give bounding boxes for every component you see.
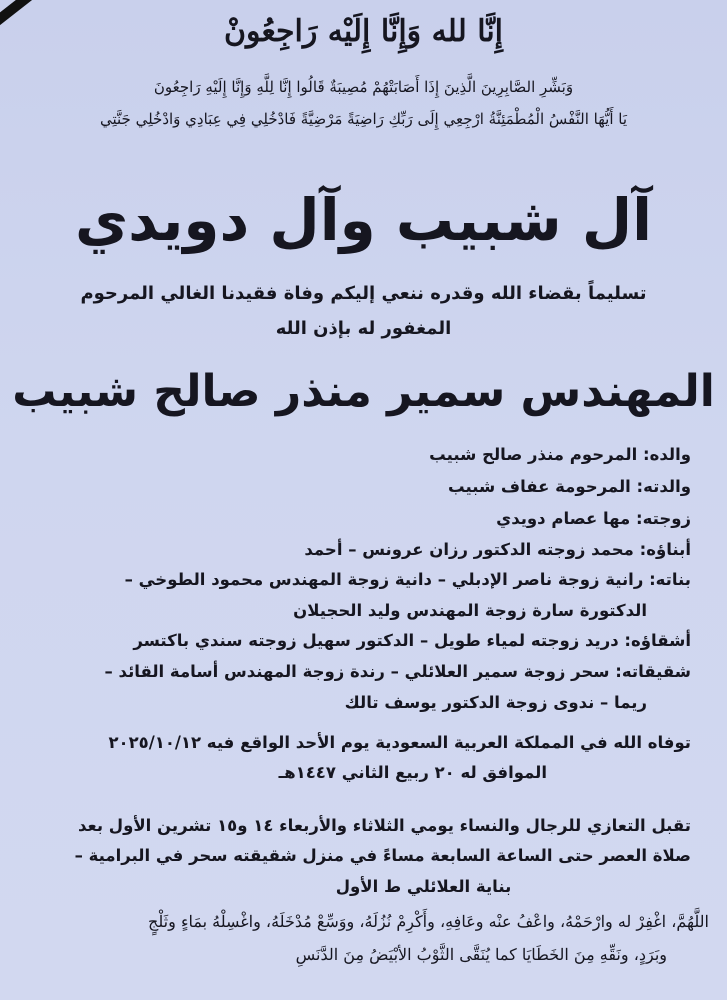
families-title: آل شبيب وآل دويدي [74, 186, 653, 254]
verse-line-3: يَا أَيُّهَا النَّفْسُ الْمُطْمَئِنَّةُ ارْجِعِي إِلَى رَبِّكِ رَاضِيَةً مَرْضِيَّةً فَادْخُلِي فِي عِبَادِي وَادْخُلِي جَنَّتِي [99, 110, 628, 128]
verse-main: إِنَّا لله وَإِنَّا إِلَيْه رَاجِعُونْ [223, 14, 504, 49]
condolences-line-1: تقبل التعازي للرجال والنساء يومي الثلاثاء والأربعاء ١٤ و١٥ تشرين الأول بعد [78, 816, 691, 835]
relative-sisters-2: ريما – ندوى زوجة الدكتور يوسف تالك [344, 693, 647, 712]
death-line-2: الموافق له ٢٠ ربيع الثاني ١٤٤٧هـ [278, 763, 547, 782]
condolences-line-3: بناية العلائلي ط الأول [335, 877, 512, 896]
relative-wife: زوجته: مها عصام دويدي [496, 509, 691, 528]
intro-line-1: تسليماً بقضاء الله وقدره ننعي إليكم وفاة فقيدنا الغالي المرحوم [80, 283, 647, 304]
relative-sons: أبناؤه: محمد زوجته الدكتور رزان عرونس – أحمد [304, 540, 691, 559]
relative-daughters-2: الدكتورة سارة زوجة المهندس وليد الحجيلان [293, 601, 647, 620]
death-line-1: توفاه الله في المملكة العربية السعودية يوم الأحد الواقع فيه ٢٠٢٥/١٠/١٢ [108, 733, 691, 752]
relative-father: والده: المرحوم منذر صالح شبيب [429, 445, 691, 464]
prayer-line-2: وبَرَدٍ، ونَقِّهِ مِنَ الخَطَايَا كما يُنَقَّى الثَّوْبُ الأبْيَضُ مِنَ الدَّنَسِ [295, 945, 667, 964]
relative-brothers: أشقاؤه: دريد زوجته لمياء طويل – الدكتور سهيل زوجته سندي باكتسر [133, 631, 691, 650]
verse-line-2: وَبَشِّرِ الصَّابِرِينَ الَّذِينَ إِذَا أَصَابَتْهُمْ مُصِيبَةٌ قَالُوا إِنَّا لِلَّهِ وَإِنَّا إِلَيْهِ رَاجِعُونَ [153, 78, 574, 96]
relative-sisters-1: شقيقاته: سحر زوجة سمير العلائلي – رندة زوجة المهندس أسامة القائد – [104, 662, 691, 681]
deceased-name: المهندس سمير منذر صالح شبيب [12, 366, 715, 417]
relative-daughters-1: بناته: رانية زوجة ناصر الإدبلي – دانية زوجة المهندس محمود الطوخي – [124, 570, 691, 589]
prayer-line-1: اللَّهُمَّ، اغْفِرْ له وارْحَمْهُ، واعْفُ عنْه وعَافِهِ، وأَكْرِمْ نُزُلَهُ، ووَسِّعْ مُدْخَلَهُ، واغْسِلْهُ بمَاءٍ وثَلْجٍ [148, 912, 709, 931]
condolences-line-2: صلاة العصر حتى الساعة السابعة مساءً في منزل شقيقته سحر في البرامية – [74, 846, 691, 865]
intro-line-2: المغفور له بإذن الله [275, 318, 452, 339]
relative-mother: والدته: المرحومة عفاف شبيب [448, 477, 691, 496]
